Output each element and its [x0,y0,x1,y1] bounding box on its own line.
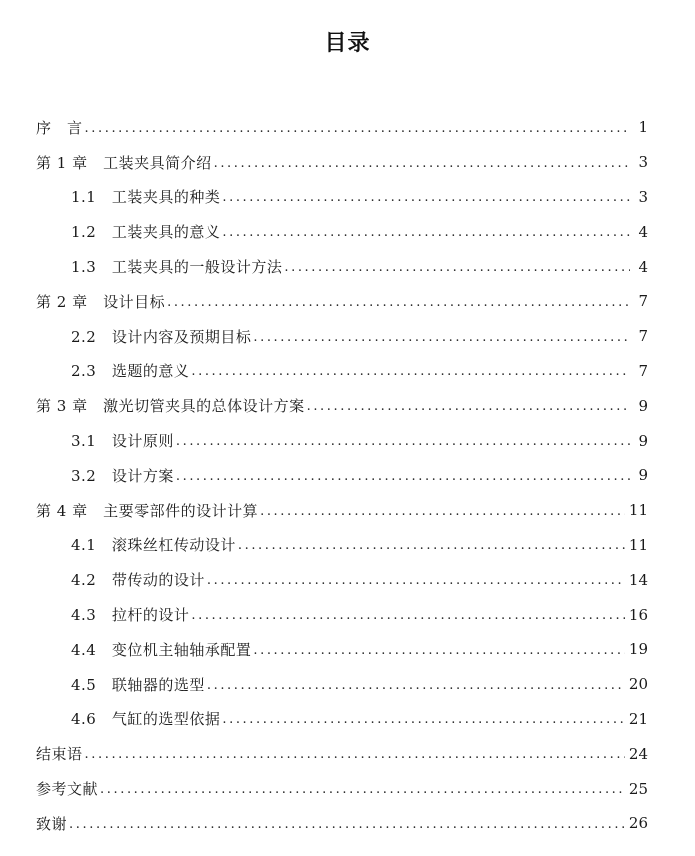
toc-entry-label: 第 4 章 主要零部件的设计计算 [36,501,259,520]
toc-entry[interactable] [0,249,695,284]
toc-entry-label: 1.3 工装夹具的一般设计方法 [71,258,283,277]
dot-leader [207,573,625,588]
dot-leader [214,156,630,171]
dot-leader [222,190,630,205]
toc-entry[interactable] [0,493,695,528]
toc-entry-label: 参考文献 [36,780,99,799]
dot-leader [207,678,625,693]
dot-leader [222,225,630,240]
toc-entry[interactable] [0,528,695,563]
dot-leader [191,364,630,379]
dot-leader [191,608,625,623]
toc-entry-label: 1.1 工装夹具的种类 [71,188,221,207]
toc-entry[interactable] [0,632,695,667]
toc-entry[interactable] [0,388,695,423]
toc-entry-label: 4.1 滚珠丝杠传动设计 [71,536,236,555]
toc-entry[interactable] [0,771,695,806]
dot-leader [260,504,625,519]
toc-entry[interactable] [0,423,695,458]
toc-entry-page-number: 25 [628,779,648,798]
toc-entry[interactable] [0,458,695,493]
toc-entry-page-number: 1 [638,118,648,137]
table-of-contents [0,110,695,841]
toc-entry-page-number: 4 [638,222,648,241]
dot-leader [167,295,630,310]
toc-entry-label: 第 2 章 设计目标 [36,292,166,311]
toc-entry-label: 结束语 [36,745,83,764]
toc-entry-label: 第 1 章 工装夹具简介绍 [36,153,212,172]
toc-entry[interactable] [0,667,695,702]
toc-entry-page-number: 20 [628,675,648,694]
toc-entry-page-number: 9 [638,396,648,415]
dot-leader [238,538,625,553]
toc-entry-page-number: 11 [628,501,648,520]
toc-entry[interactable] [0,562,695,597]
toc-entry-label: 4.5 联轴器的选型 [71,675,205,694]
toc-entry-label: 2.3 选题的意义 [71,362,190,381]
toc-entry[interactable] [0,354,695,389]
toc-entry-page-number: 16 [628,605,648,624]
toc-entry[interactable] [0,284,695,319]
dot-leader [222,712,625,727]
toc-entry-page-number: 7 [638,327,648,346]
toc-entry-page-number: 26 [628,814,648,833]
toc-entry-page-number: 7 [638,361,648,380]
toc-entry[interactable] [0,145,695,180]
dot-leader [284,260,630,275]
toc-entry[interactable] [0,214,695,249]
toc-entry-label: 4.6 气缸的选型依据 [71,710,221,729]
toc-entry[interactable] [0,736,695,771]
toc-entry[interactable] [0,702,695,737]
toc-entry-page-number: 11 [628,535,648,554]
toc-entry[interactable] [0,180,695,215]
toc-entry-label: 4.2 带传动的设计 [71,571,205,590]
toc-entry-page-number: 3 [638,187,648,206]
toc-entry-page-number: 21 [628,709,648,728]
toc-entry-label: 4.4 变位机主轴轴承配置 [71,640,252,659]
toc-entry-page-number: 4 [638,257,648,276]
dot-leader [100,782,625,797]
toc-entry[interactable] [0,110,695,145]
dot-leader [85,747,625,762]
dot-leader [253,643,625,658]
toc-entry-page-number: 7 [638,292,648,311]
dot-leader [253,330,630,345]
toc-entry-label: 第 3 章 激光切管夹具的总体设计方案 [36,397,305,416]
toc-entry-label: 致谢 [36,814,68,833]
toc-entry-page-number: 14 [628,570,648,589]
toc-entry-label: 序 言 [36,118,83,137]
toc-entry-label: 3.1 设计原则 [71,432,174,451]
dot-leader [307,399,630,414]
toc-entry-page-number: 9 [638,431,648,450]
dot-leader [69,817,625,832]
toc-entry-page-number: 3 [638,153,648,172]
toc-entry-label: 3.2 设计方案 [71,466,174,485]
toc-entry[interactable] [0,806,695,841]
toc-entry[interactable] [0,319,695,354]
dot-leader [176,469,630,484]
dot-leader [85,121,630,136]
toc-entry-label: 1.2 工装夹具的意义 [71,223,221,242]
toc-entry-page-number: 19 [628,640,648,659]
toc-entry[interactable] [0,597,695,632]
toc-entry-label: 2.2 设计内容及预期目标 [71,327,252,346]
toc-entry-page-number: 9 [638,466,648,485]
toc-entry-page-number: 24 [628,744,648,763]
toc-entry-label: 4.3 拉杆的设计 [71,606,190,625]
page-title: 目录 [324,31,371,56]
dot-leader [176,434,630,449]
